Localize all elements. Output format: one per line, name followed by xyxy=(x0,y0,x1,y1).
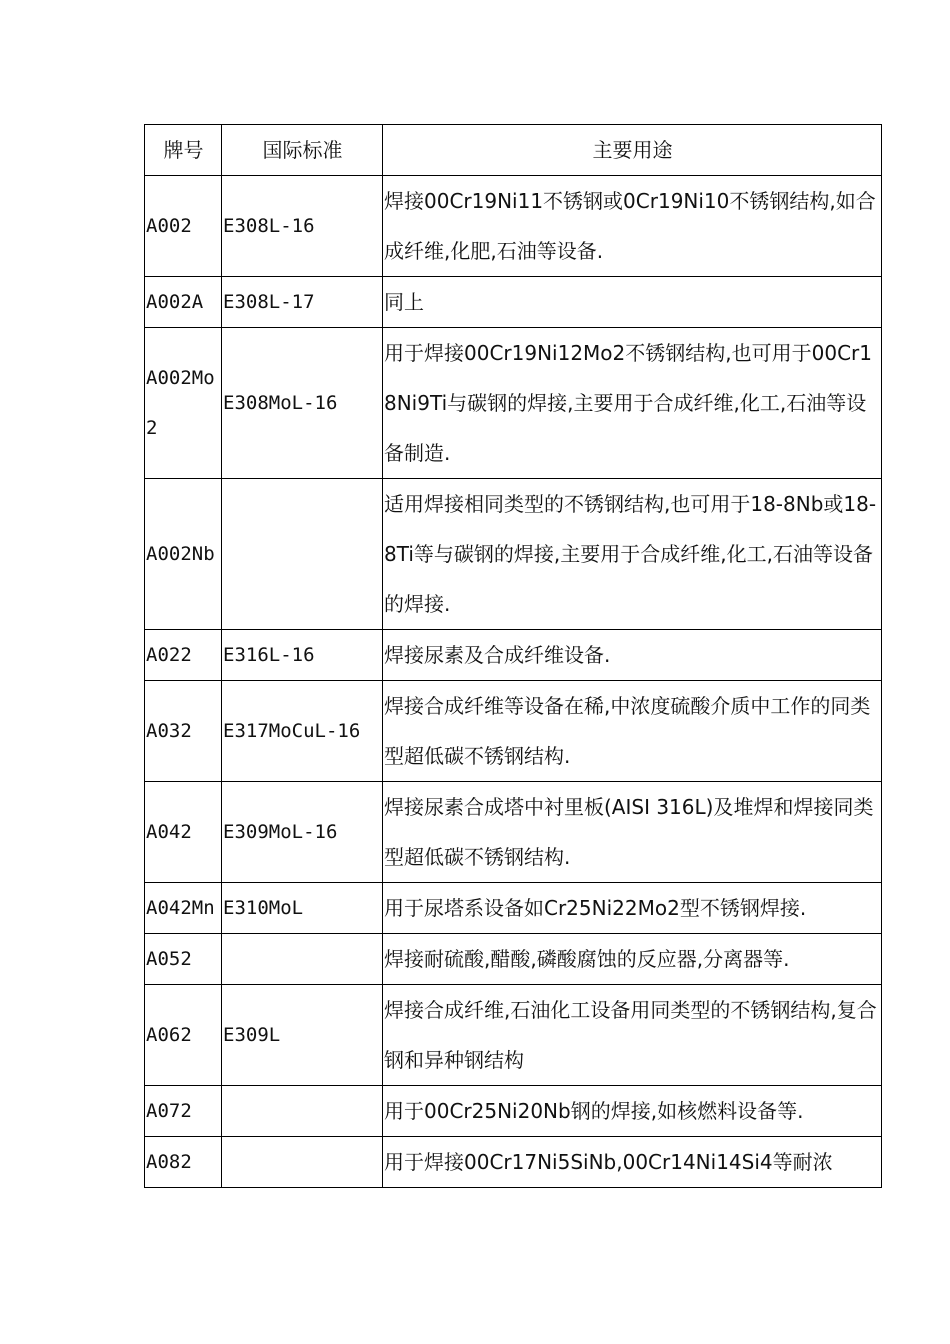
table-row xyxy=(145,328,882,479)
cell-grade: A002 xyxy=(145,176,222,277)
cell-usage: 用于焊接00Cr17Ni5SiNb,00Cr14Ni14Si4等耐浓 xyxy=(383,1137,882,1188)
cell-usage: 焊接00Cr19Ni11不锈钢或0Cr19Ni10不锈钢结构,如合成纤维,化肥,石油等设备. xyxy=(383,176,882,277)
cell-grade: A002Nb xyxy=(145,479,222,630)
electrode-spec-table xyxy=(144,124,882,1188)
cell-grade: A002A xyxy=(145,277,222,328)
table-row xyxy=(145,883,882,934)
cell-standard: E309L xyxy=(222,985,383,1086)
cell-standard xyxy=(222,934,383,985)
cell-grade: A052 xyxy=(145,934,222,985)
cell-standard xyxy=(222,1137,383,1188)
cell-grade: A042 xyxy=(145,782,222,883)
cell-grade: A072 xyxy=(145,1086,222,1137)
cell-standard: E316L-16 xyxy=(222,630,383,681)
table-row xyxy=(145,934,882,985)
table-row xyxy=(145,1086,882,1137)
table-row xyxy=(145,277,882,328)
table-row xyxy=(145,176,882,277)
cell-usage: 焊接尿素及合成纤维设备. xyxy=(383,630,882,681)
cell-standard: E309MoL-16 xyxy=(222,782,383,883)
cell-usage: 用于00Cr25Ni20Nb钢的焊接,如核燃料设备等. xyxy=(383,1086,882,1137)
cell-usage: 焊接尿素合成塔中衬里板(AISI 316L)及堆焊和焊接同类型超低碳不锈钢结构. xyxy=(383,782,882,883)
header-row xyxy=(145,125,882,176)
cell-grade: A032 xyxy=(145,681,222,782)
cell-standard: E308L-16 xyxy=(222,176,383,277)
cell-grade: A022 xyxy=(145,630,222,681)
cell-usage: 用于尿塔系设备如Cr25Ni22Mo2型不锈钢焊接. xyxy=(383,883,882,934)
cell-grade: A082 xyxy=(145,1137,222,1188)
cell-grade: A042Mn xyxy=(145,883,222,934)
cell-usage: 焊接耐硫酸,醋酸,磷酸腐蚀的反应器,分离器等. xyxy=(383,934,882,985)
cell-grade: A062 xyxy=(145,985,222,1086)
cell-usage: 用于焊接00Cr19Ni12Mo2不锈钢结构,也可用于00Cr18Ni9Ti与碳钢的焊接,主要用于合成纤维,化工,石油等设备制造. xyxy=(383,328,882,479)
cell-usage: 同上 xyxy=(383,277,882,328)
header-standard: 国际标准 xyxy=(222,125,383,176)
cell-standard: E308MoL-16 xyxy=(222,328,383,479)
cell-standard: E317MoCuL-16 xyxy=(222,681,383,782)
cell-usage: 适用焊接相同类型的不锈钢结构,也可用于18-8Nb或18-8Ti等与碳钢的焊接,主要用于合成纤维,化工,石油等设备的焊接. xyxy=(383,479,882,630)
table-row xyxy=(145,782,882,883)
cell-grade: A002Mo2 xyxy=(145,328,222,479)
header-grade: 牌号 xyxy=(145,125,222,176)
cell-standard xyxy=(222,1086,383,1137)
cell-usage: 焊接合成纤维,石油化工设备用同类型的不锈钢结构,复合钢和异种钢结构 xyxy=(383,985,882,1086)
header-usage: 主要用途 xyxy=(383,125,882,176)
cell-standard: E310MoL xyxy=(222,883,383,934)
cell-standard xyxy=(222,479,383,630)
cell-standard: E308L-17 xyxy=(222,277,383,328)
table-row xyxy=(145,985,882,1086)
cell-usage: 焊接合成纤维等设备在稀,中浓度硫酸介质中工作的同类型超低碳不锈钢结构. xyxy=(383,681,882,782)
table-row xyxy=(145,1137,882,1188)
table-row xyxy=(145,479,882,630)
table-row xyxy=(145,630,882,681)
table-row xyxy=(145,681,882,782)
